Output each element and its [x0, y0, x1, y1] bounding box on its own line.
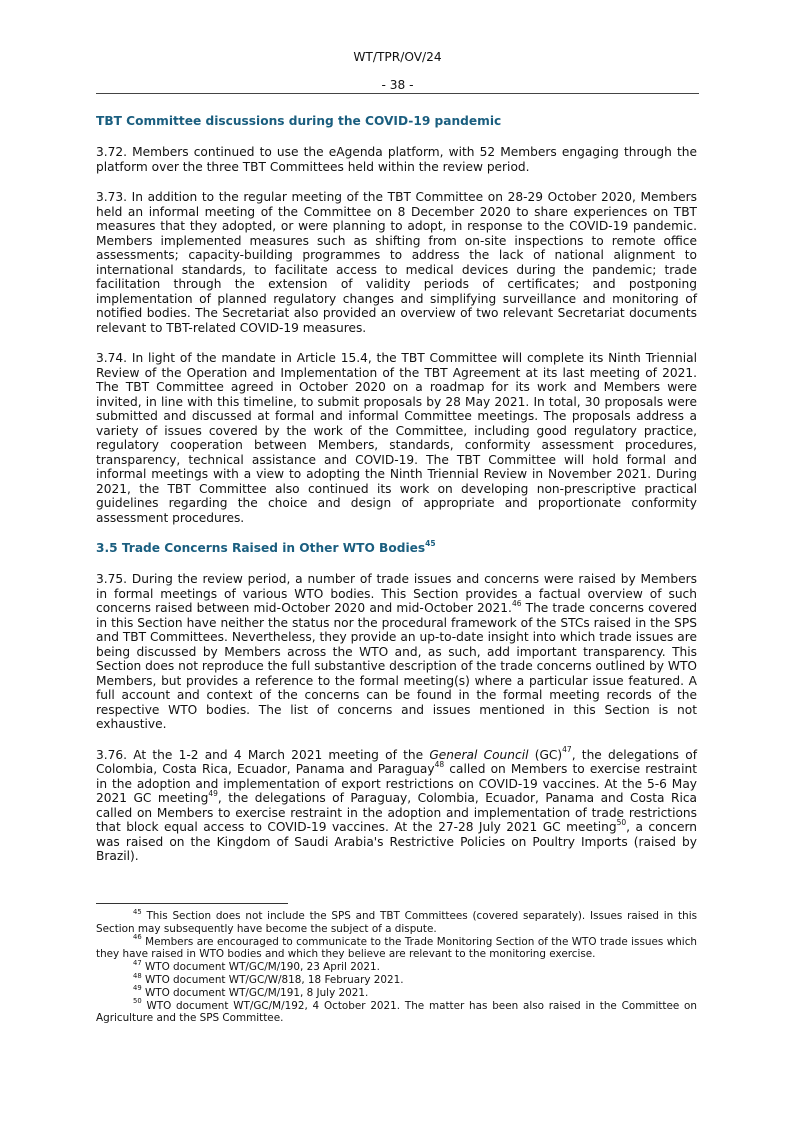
footnote-text: This Section does not include the SPS and TBT Committees (covered separately). Issues raised in this Section may subsequently have become the subject of a dispute.	[96, 910, 697, 935]
footnote-50	[96, 997, 697, 1026]
paragraph-3-76-part-d: called on Members to exercise restraint in the adoption and implementation of export restrictions on COVID-19 vaccines. At the 5-6 May 2021 GC meeting	[96, 762, 697, 805]
footnote-number: 47	[133, 958, 142, 967]
footnote-text: WTO document WT/GC/M/191, 8 July 2021.	[141, 986, 369, 999]
footnote-text: WTO document WT/GC/M/192, 4 October 2021. The matter has been also raised in the Committee on Agriculture and the SPS Committee.	[96, 999, 697, 1025]
footnote-ref-50[interactable]: 50	[616, 817, 627, 827]
footnote-47	[96, 958, 697, 974]
footnotes	[96, 907, 697, 1025]
footnote-number: 46	[133, 933, 142, 942]
paragraph-3-73: 3.73. In addition to the regular meeting of the TBT Committee on 28-29 October 2020, Members held an informal meeting of the Committee on 8 December 2020 to share experiences on TBT measures that they adopted, or were planning to adopt, in response to the COVID-19 pandemic. Members implemented measures such as shifting from on-site inspections to remote office assessments; capacity-building programmes to address the lack of national alignment to international standards, to facilitate access to medical devices during the pandemic; trade facilitation through the extension of validity periods of certificates; and postponing implementation of planned regulatory changes and simplifying surveillance and monitoring of notified bodies. The Secretariat also provided an overview of two relevant Secretariat documents relevant to TBT-related COVID-19 measures.	[96, 190, 697, 335]
footnote-text: Members are encouraged to communicate to the Trade Monitoring Section of the WTO trade issues which they have raised in WTO bodies and which they believe are relevant to the monitoring exercise.	[96, 935, 697, 961]
general-council-term: General Council	[429, 747, 529, 762]
footnote-number: 48	[133, 971, 142, 980]
document-code: WT/TPR/OV/24	[353, 50, 442, 64]
main-content	[96, 114, 697, 880]
page-number: - 38 -	[381, 78, 414, 92]
paragraph-3-76-part-b: (GC)	[528, 747, 563, 762]
section-3-5-heading	[96, 538, 697, 556]
paragraph-3-75-part-a: 3.75. During the review period, a number of trade issues and concerns were raised by Members in formal meetings of various WTO bodies. This Section provides a factual overview of such concerns raised between mid-October 2020 and mid-October 2021.	[96, 572, 697, 615]
footnote-ref-47[interactable]: 47	[562, 745, 572, 755]
footnote-48	[96, 971, 697, 987]
footnote-divider	[96, 903, 288, 904]
footnote-49	[96, 984, 697, 1000]
footnote-number: 49	[133, 984, 142, 993]
paragraph-3-74: 3.74. In light of the mandate in Article 15.4, the TBT Committee will complete its Ninth Triennial Review of the Operation and Implementation of the TBT Agreement at its last meeting of 2021. The TBT Committee agreed in October 2020 on a roadmap for its work and Members were invited, in line with this timeline, to submit proposals by 28 May 2021. In total, 30 proposals were submitted and discussed at formal and informal Committee meetings. The proposals address a variety of issues covered by the work of the Committee, including good regulatory practice, regulatory cooperation between Members, standards, conformity assessment procedures, transparency, technical assistance and COVID-19. The TBT Committee will hold formal and informal meetings with a view to adopting the Ninth Triennial Review in November 2021. During 2021, the TBT Committee also continued its work on developing non-prescriptive practical guidelines regarding the choice and design of appropriate and proportionate conformity assessment procedures.	[96, 351, 697, 525]
footnote-46	[96, 933, 697, 962]
section-3-5-title: 3.5 Trade Concerns Raised in Other WTO Bodies	[96, 541, 426, 555]
paragraph-3-76-part-f: , a concern was raised on the Kingdom of Saudi Arabia's Restrictive Policies on Poultry Imports (raised by Brazil).	[96, 820, 697, 863]
header-divider	[96, 93, 699, 94]
footnote-ref-49[interactable]: 49	[208, 788, 218, 798]
footnote-ref-48[interactable]: 48	[434, 759, 445, 769]
footnote-ref-45[interactable]: 45	[425, 538, 436, 548]
paragraph-3-76	[96, 745, 698, 864]
tbt-covid-heading: TBT Committee discussions during the COVID-19 pandemic	[96, 114, 502, 128]
footnote-number: 45	[133, 907, 142, 916]
paragraph-3-76-part-c: , the delegations of Colombia, Costa Rica, Ecuador, Panama and Paraguay	[96, 747, 698, 776]
paragraph-3-75-part-b: The trade concerns covered in this Section have neither the status nor the procedural framework of the STCs raised in the SPS and TBT Committees. Nevertheless, they provide an up-to-date insight into which trade issues are being discussed by Members across the WTO and, as such, add important transparency. This Section does not reproduce the full substantive description of the trade concerns outlined by WTO Members, but provides a reference to the formal meeting(s) where a particular issue featured. A full account and context of the concerns can be found in the formal meeting records of the respective WTO bodies. The list of concerns and issues mentioned in this Section is not exhaustive.	[96, 601, 697, 731]
paragraph-3-76-part-e: , the delegations of Paraguay, Colombia, Ecuador, Panama and Costa Rica called on Members to exercise restraint in the adoption and implementation of trade restrictions that block equal access to COVID-19 vaccines. At the 27-28 July 2021 GC meeting	[96, 791, 697, 834]
paragraph-3-75	[96, 572, 697, 732]
footnote-45	[96, 907, 697, 936]
footnote-text: WTO document WT/GC/W/818, 18 February 2021.	[141, 973, 404, 986]
footnote-ref-46[interactable]: 46	[511, 598, 522, 608]
paragraph-3-72: 3.72. Members continued to use the eAgenda platform, with 52 Members engaging through the platform over the three TBT Committees held within the review period.	[96, 145, 697, 174]
footnote-text: WTO document WT/GC/M/190, 23 April 2021.	[141, 961, 380, 974]
footnote-number: 50	[133, 997, 142, 1006]
paragraph-3-76-part-a: 3.76. At the 1-2 and 4 March 2021 meeting of the	[96, 747, 430, 762]
